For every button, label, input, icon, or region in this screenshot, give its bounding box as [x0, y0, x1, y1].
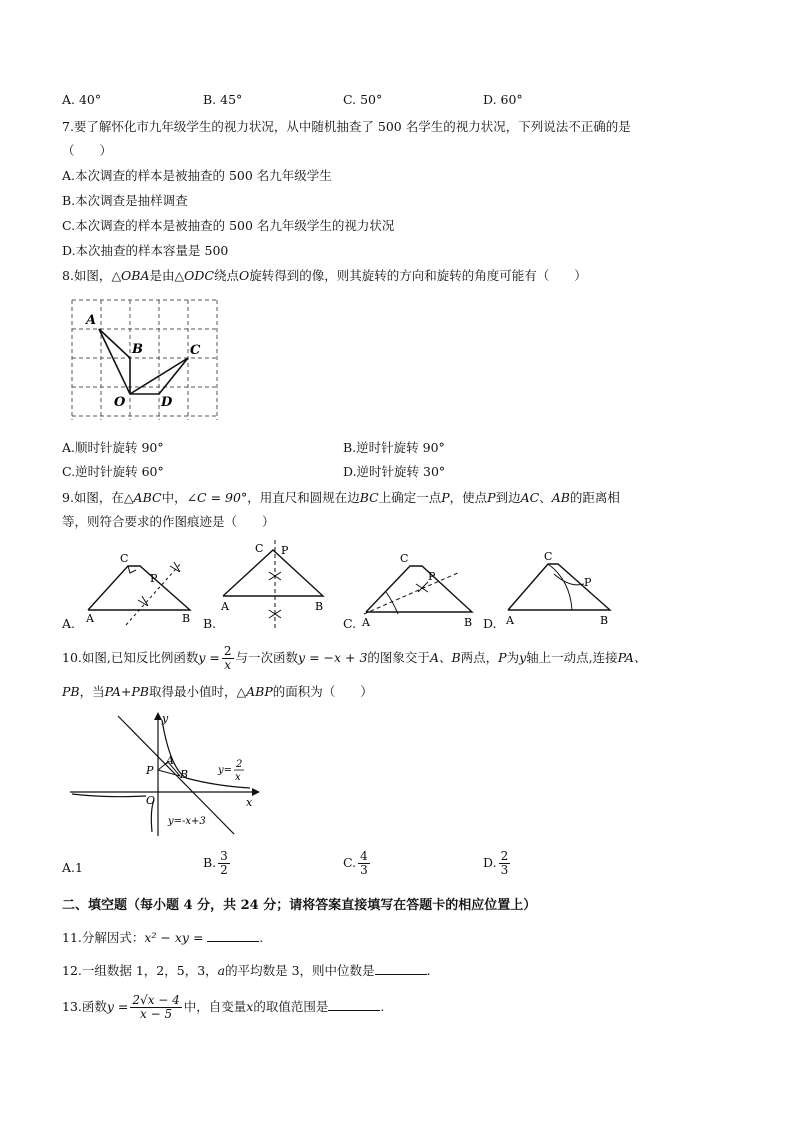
q8-label-o: O	[114, 395, 126, 410]
svg-text:2: 2	[236, 759, 243, 770]
svg-text:P: P	[428, 570, 436, 583]
svg-text:B: B	[182, 612, 191, 625]
q8-option-a: A.顺时针旋转 90°	[62, 440, 164, 455]
q9-figure-c	[360, 540, 480, 630]
svg-text:A: A	[506, 614, 514, 627]
q8-option-b: B.逆时针旋转 90°	[343, 440, 445, 455]
svg-text:y=-x+3: y=-x+3	[168, 816, 206, 827]
svg-text:P: P	[150, 572, 158, 585]
q6-option-b: B. 45°	[203, 92, 243, 107]
q13-blank[interactable]	[328, 998, 380, 1011]
q7-option-a: A.本次调查的样本是被抽查的 500 名九年级学生	[62, 168, 332, 183]
svg-text:C: C	[400, 552, 409, 565]
q10-graph	[66, 710, 262, 840]
q7-option-b: B.本次调查是抽样调查	[62, 193, 188, 208]
svg-text:P: P	[146, 764, 154, 777]
svg-text:P: P	[584, 576, 592, 589]
q9-figure-d	[500, 540, 620, 630]
svg-text:O: O	[146, 794, 156, 807]
q12: 12.一组数据 1，2，5，3，a的平均数是 3，则中位数是 .	[62, 963, 431, 978]
svg-text:B: B	[180, 768, 189, 781]
q12-blank[interactable]	[375, 962, 427, 975]
q9-figure-a	[78, 540, 198, 630]
q6-option-c: C. 50°	[343, 92, 383, 107]
q10-stem: 10.如图,已知反比例函数y = $\frac{2}{x}$ 与一次函数y = −x + 3的图象交于A、B两点，P为y轴上一动点,连接PA、	[62, 644, 647, 673]
svg-text:C: C	[544, 550, 553, 563]
q10-option-a: A.1	[62, 860, 83, 875]
q8-grid-figure	[66, 296, 226, 426]
q7-stem: 7.要了解怀化市九年级学生的视力状况，从中随机抽查了 500 名学生的视力状况，下列说法不正确的是	[62, 119, 631, 134]
svg-text:x: x	[235, 772, 241, 783]
q9-stem: 9.如图，在△ABC中，∠C = 90°，用直尺和圆规在边BC上确定一点P，使点P到边AC、AB的距离相	[62, 490, 620, 505]
q13: 13.函数y = $\frac{2√x - 4}{x - 5}$ 中，自变量x的取值范围是 .	[62, 993, 385, 1022]
q9-figure-b	[215, 538, 335, 630]
svg-text:y=: y=	[218, 765, 233, 776]
svg-text:B: B	[600, 614, 609, 627]
svg-text:A: A	[362, 616, 370, 629]
q10-option-b: B. $\frac{3}{2}$	[203, 849, 228, 878]
q8-label-b: B	[132, 342, 143, 357]
q9-stem-line2: 等，则符合要求的作图痕迹是（ ）	[62, 514, 275, 529]
svg-text:B: B	[464, 616, 473, 629]
q8-stem: 8.如图，△OBA是由△ODC绕点O旋转得到的像，则其旋转的方向和旋转的角度可能有（ ）	[62, 268, 587, 283]
svg-text:C: C	[120, 552, 129, 565]
q7-option-d: D.本次抽查的样本容量是 500	[62, 243, 229, 258]
q8-label-a: A	[86, 313, 97, 328]
q8-option-d: D.逆时针旋转 30°	[343, 464, 446, 479]
q11-blank[interactable]	[207, 929, 259, 942]
q6-option-d: D. 60°	[483, 92, 523, 107]
q9-option-d-letter: D.	[483, 616, 497, 631]
q9-option-a-letter: A.	[62, 616, 76, 631]
svg-text:x: x	[246, 796, 253, 809]
svg-text:A: A	[166, 754, 174, 767]
q9-option-c-letter: C.	[343, 616, 357, 631]
q10-stem-line2: PB，当PA+PB取得最小值时，△ABP的面积为（ ）	[62, 684, 373, 699]
section-2-heading: 二、填空题（每小题 4 分，共 24 分；请将答案直接填写在答题卡的相应位置上）	[62, 898, 537, 913]
q8-label-d: D	[161, 395, 173, 410]
q6-option-a: A. 40°	[62, 92, 102, 107]
q8-option-c: C.逆时针旋转 60°	[62, 464, 164, 479]
q10-option-d: D. $\frac{2}{3}$	[483, 849, 509, 878]
q11: 11.分解因式：x² − xy = .	[62, 930, 264, 945]
q8-label-c: C	[190, 343, 201, 358]
q10-option-c: C. $\frac{4}{3}$	[343, 849, 368, 878]
svg-text:A: A	[86, 612, 94, 625]
svg-text:y: y	[162, 712, 169, 725]
svg-text:A: A	[221, 600, 229, 613]
svg-text:B: B	[315, 600, 324, 613]
q9-option-b-letter: B.	[203, 616, 217, 631]
svg-text:C: C	[255, 542, 264, 555]
svg-text:P: P	[281, 544, 289, 557]
q7-option-c: C.本次调查的样本是被抽查的 500 名九年级学生的视力状况	[62, 218, 395, 233]
q7-paren: （ ）	[62, 143, 113, 158]
